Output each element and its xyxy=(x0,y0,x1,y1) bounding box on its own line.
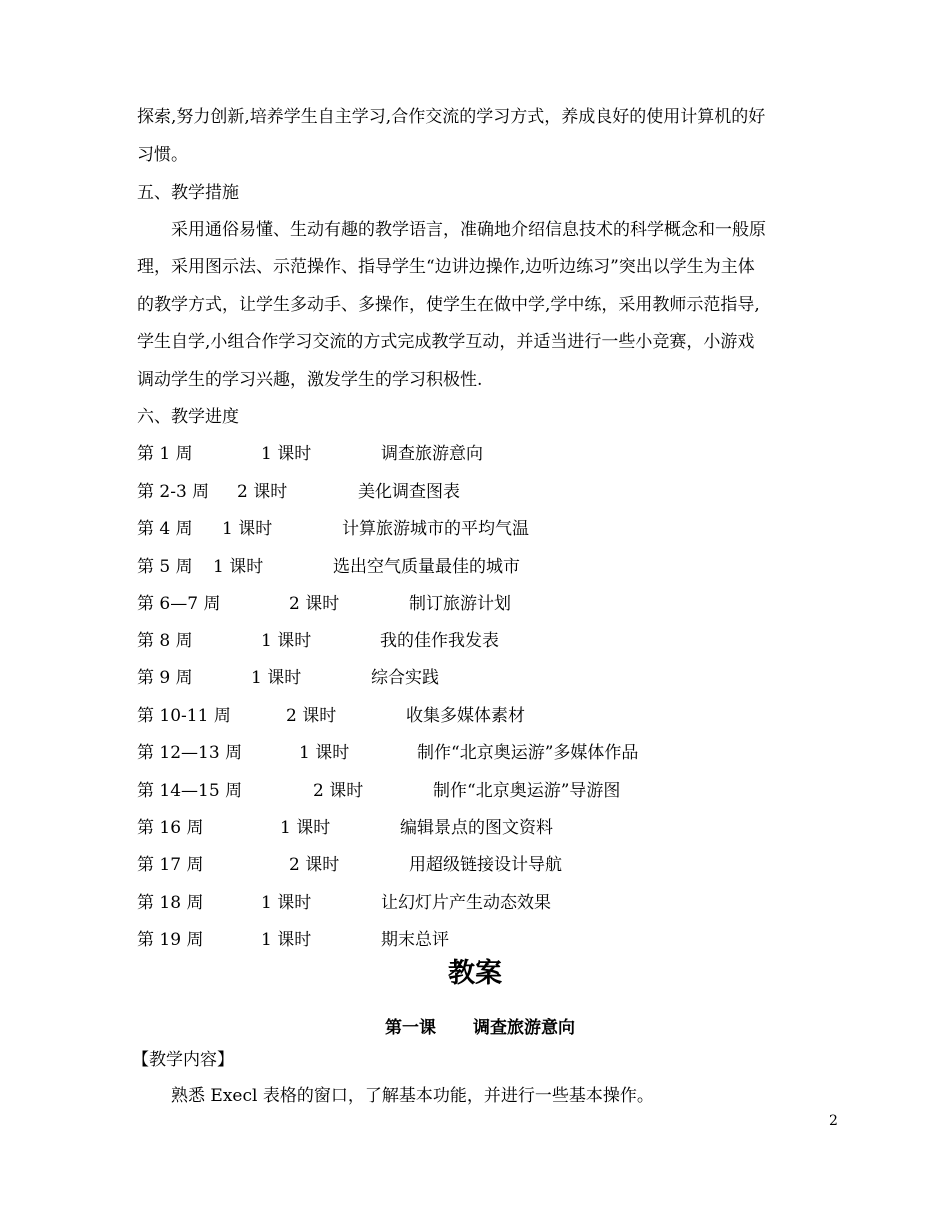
schedule-hours: 1 课时 xyxy=(299,743,350,763)
schedule-week: 第 5 周 xyxy=(137,557,193,577)
schedule-hours: 1 课时 xyxy=(280,818,331,838)
schedule-hours: 2 课时 xyxy=(286,706,337,726)
lesson-number: 第一课 xyxy=(385,1018,436,1038)
schedule-hours: 2 课时 xyxy=(289,855,340,875)
schedule-topic: 收集多媒体素材 xyxy=(406,706,525,726)
schedule-week: 第 4 周 xyxy=(137,519,193,539)
schedule-topic: 制作“北京奥运游”多媒体作品 xyxy=(417,743,639,763)
schedule-hours: 1 课时 xyxy=(261,893,312,913)
section-text: 熟悉 Execl 表格的窗口，了解基本功能，并进行一些基本操作。 xyxy=(171,1086,654,1106)
schedule-week: 第 8 周 xyxy=(137,631,193,651)
paragraph-line: 探索,努力创新,培养学生自主学习,合作交流的学习方式，养成良好的使用计算机的好 xyxy=(137,107,766,127)
paragraph-line: 的教学方式，让学生多动手、多操作，使学生在做中学,学中练，采用教师示范指导, xyxy=(137,295,760,315)
schedule-hours: 2 课时 xyxy=(313,781,364,801)
paragraph-line: 调动学生的学习兴趣，激发学生的学习积极性. xyxy=(137,370,483,390)
paragraph-line: 采用通俗易懂、生动有趣的教学语言，准确地介绍信息技术的科学概念和一般原 xyxy=(171,220,766,240)
section-label: 【教学内容】 xyxy=(132,1050,234,1070)
schedule-topic: 期末总评 xyxy=(381,930,449,950)
section-heading-schedule: 六、教学进度 xyxy=(137,407,239,427)
schedule-topic: 制作“北京奥运游”导游图 xyxy=(433,781,621,801)
schedule-hours: 1 课时 xyxy=(261,631,312,651)
paragraph-line: 理，采用图示法、示范操作、指导学生“边讲边操作,边听边练习”突出以学生为主体 xyxy=(137,257,755,277)
schedule-topic: 调查旅游意向 xyxy=(381,444,483,464)
schedule-topic: 用超级链接设计导航 xyxy=(409,855,562,875)
schedule-week: 第 17 周 xyxy=(137,855,204,875)
schedule-topic: 让幻灯片产生动态效果 xyxy=(381,893,551,913)
schedule-hours: 1 课时 xyxy=(251,668,302,688)
schedule-hours: 1 课时 xyxy=(222,519,273,539)
schedule-hours: 1 课时 xyxy=(261,930,312,950)
schedule-topic: 我的佳作我发表 xyxy=(380,631,499,651)
schedule-week: 第 18 周 xyxy=(137,893,204,913)
paragraph-line: 习惯。 xyxy=(137,145,188,165)
schedule-week: 第 2-3 周 xyxy=(137,482,210,502)
schedule-week: 第 9 周 xyxy=(137,668,193,688)
schedule-topic: 编辑景点的图文资料 xyxy=(400,818,553,838)
schedule-hours: 2 课时 xyxy=(289,594,340,614)
schedule-topic: 制订旅游计划 xyxy=(409,594,511,614)
schedule-topic: 选出空气质量最佳的城市 xyxy=(333,557,520,577)
page-title: 教案 xyxy=(448,958,502,989)
schedule-week: 第 14—15 周 xyxy=(137,781,243,801)
schedule-week: 第 1 周 xyxy=(137,444,193,464)
schedule-topic: 综合实践 xyxy=(371,668,439,688)
schedule-week: 第 19 周 xyxy=(137,930,204,950)
schedule-week: 第 6—7 周 xyxy=(137,594,221,614)
schedule-week: 第 10-11 周 xyxy=(137,706,231,726)
lesson-name: 调查旅游意向 xyxy=(473,1018,575,1038)
schedule-topic: 计算旅游城市的平均气温 xyxy=(342,519,529,539)
paragraph-line: 学生自学,小组合作学习交流的方式完成教学互动，并适当进行一些小竞赛，小游戏 xyxy=(137,332,755,352)
schedule-hours: 1 课时 xyxy=(261,444,312,464)
section-heading-measures: 五、教学措施 xyxy=(137,183,239,203)
schedule-week: 第 16 周 xyxy=(137,818,204,838)
page-number: 2 xyxy=(829,1113,838,1129)
schedule-topic: 美化调查图表 xyxy=(358,482,460,502)
schedule-hours: 2 课时 xyxy=(237,482,288,502)
schedule-week: 第 12—13 周 xyxy=(137,743,243,763)
schedule-hours: 1 课时 xyxy=(213,557,264,577)
